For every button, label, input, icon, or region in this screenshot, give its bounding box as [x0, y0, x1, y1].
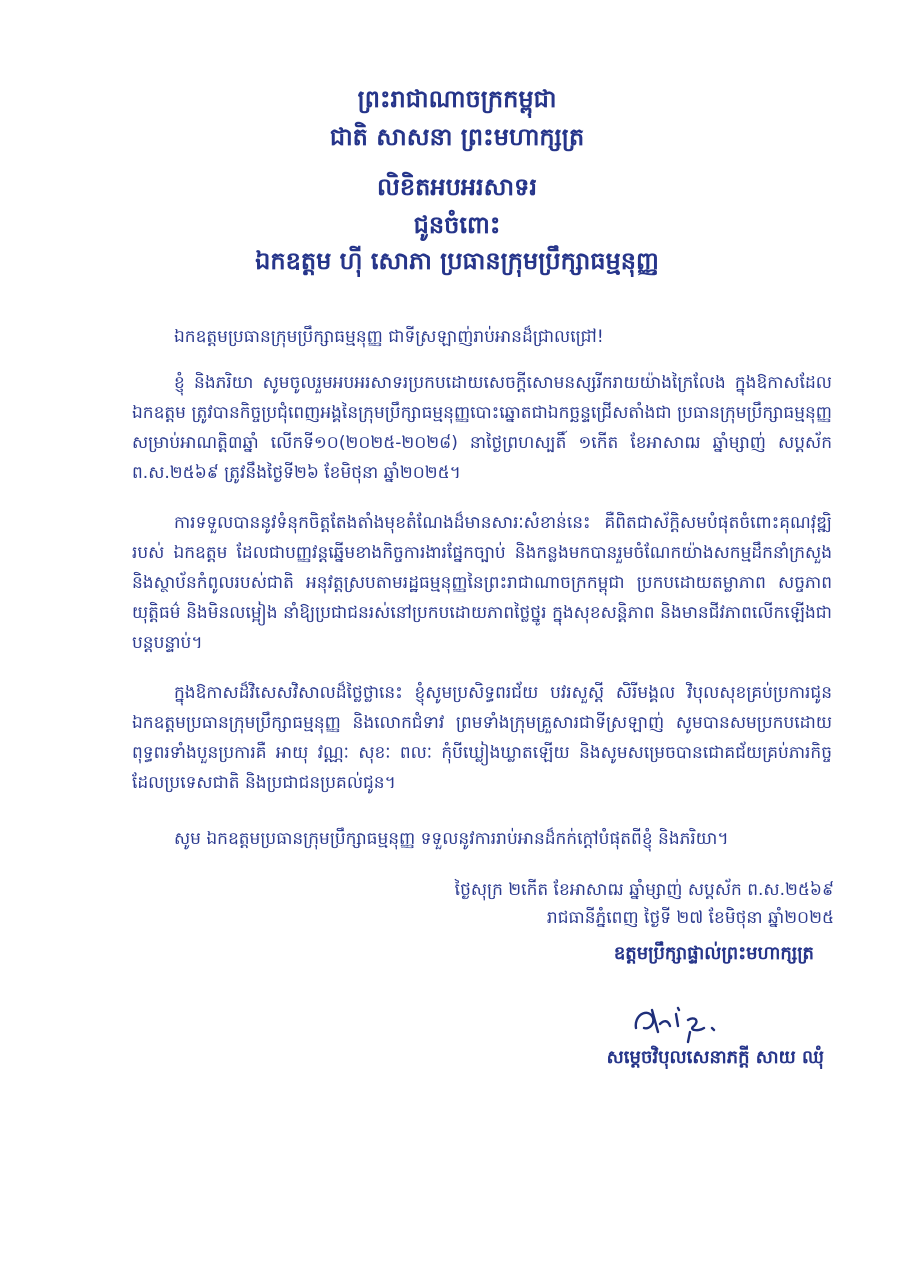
- national-motto: ជាតិ សាសនា ព្រះមហាក្សត្រ: [329, 123, 585, 151]
- handwritten-signature: [628, 998, 748, 1044]
- salutation: ឯកឧត្តមប្រធានក្រុមប្រឹក្សាធម្មនុញ្ញ ជាទីស្រឡាញ់រាប់អានដ៏ជ្រាលជ្រៅ!: [174, 327, 604, 347]
- signer-title: ឧត្តមប្រឹក្សាផ្ទាល់ព្រះមហាក្សត្រ: [613, 943, 814, 964]
- recipient-name: ឯកឧត្តម ហ៊ី សោភា ប្រធានក្រុមប្រឹក្សាធម្មនុញ្ញ: [255, 247, 659, 275]
- kingdom-name: ព្រះរាជាណាចក្រកម្ពុជា: [357, 85, 557, 113]
- lunar-date: ថ្ងៃសុក្រ ២កើត ខែអាសាឍ ឆ្នាំម្សាញ់ សប្តស័ក ព.ស.២៥៦៩: [454, 880, 834, 900]
- letter-title: លិខិតអបអរសាទរ: [377, 173, 537, 201]
- signer-name: សម្តេចវិបុលសេនាភក្តី សាយ ឈុំ: [606, 1047, 824, 1068]
- paragraph-1: ខ្ញុំ និងភរិយា សូមចូលរួមអបអរសាទរប្រកបដោយសេចក្តីសោមនស្សរីករាយយ៉ាងក្រៃលែង ក្នុងឱកាសដែល ឯកឧត្តម ត្រូវបានកិច្ចប្រជុំពេញអង្គនៃក្រុមប្រឹក្សាធម្មនុញ្ញបោះឆ្នោតជាឯកច្ឆន្ទជ្រើសតាំងជា ប្រធានក្រុមប្រឹក្សាធម្មនុញ្ញ សម្រាប់អាណត្តិ៣ឆ្នាំ លើកទី១០(២០២៥-២០២៨) នាថ្ងៃព្រហស្បតិ៍ ១កើត ខែអាសាឍ ឆ្នាំម្សាញ់ សប្តស័ក ព.ស.២៥៦៩ ត្រូវនឹងថ្ងៃទី២៦ ខែមិថុនា ឆ្នាំ២០២៥។: [132, 373, 832, 483]
- paragraph-3: ក្នុងឱកាសដ៏វិសេសវិសាលដ៏ថ្លៃថ្លានេះ ខ្ញុំសូមប្រសិទ្ធពរជ័យ បវរសួស្តី សិរីមង្គល វិបុលសុខគ្រប់ប្រការជូន ឯកឧត្តមប្រធានក្រុមប្រឹក្សាធម្មនុញ្ញ និងលោកជំទាវ ព្រមទាំងក្រុមគ្រួសារជាទីស្រឡាញ់ សូមបានសមប្រកបដោយពុទ្ធពរទាំងបួនប្រការគឺ អាយុ វណ្ណៈ សុខៈ ពលៈ កុំបីឃ្លៀងឃ្លាតឡើយ និងសូមសម្រេចបានជោគជ័យគ្រប់ភារកិច្ចដែលប្រទេសជាតិ និងប្រជាជនប្រគល់ជូន។: [132, 683, 832, 793]
- addressed-to: ជូនចំពោះ: [413, 211, 501, 239]
- place-date: រាជធានីភ្នំពេញ ថ្ងៃទី ២៧ ខែមិថុនា ឆ្នាំ២០២៥: [546, 908, 834, 928]
- date-block: [455, 876, 834, 932]
- closing-line: សូម ឯកឧត្តមប្រធានក្រុមប្រឹក្សាធម្មនុញ្ញ ទទួលនូវការរាប់អានដ៏កក់ក្តៅបំផុតពីខ្ញុំ និងភរិយា។: [174, 829, 729, 849]
- paragraph-2: ការទទួលបាននូវទំនុកចិត្តតែងតាំងមុខតំណែងដ៏មានសារៈសំខាន់នេះ គឺពិតជាស័ក្តិសមបំផុតចំពោះគុណវុឌ្ឍិរបស់ ឯកឧត្តម ដែលជាបញ្ញវន្តឆ្នើមខាងកិច្ចការងារផ្នែកច្បាប់ និងកន្លងមកបានរួមចំណែកយ៉ាងសកម្មដឹកនាំក្រសួង និងស្ថាប័នកំពូលរបស់ជាតិ អនុវត្តស្របតាមរដ្ឋធម្មនុញ្ញនៃព្រះរាជាណាចក្រកម្ពុជា ប្រកបដោយតម្លាភាព សច្ចភាព យុត្តិធម៌ និងមិនលម្អៀង នាំឱ្យប្រជាជនរស់នៅប្រកបដោយភាពថ្លៃថ្នូរ ក្នុងសុខសន្តិភាព និងមានជីវភាពលើកឡើងជាបន្តបន្ទាប់។: [132, 513, 832, 653]
